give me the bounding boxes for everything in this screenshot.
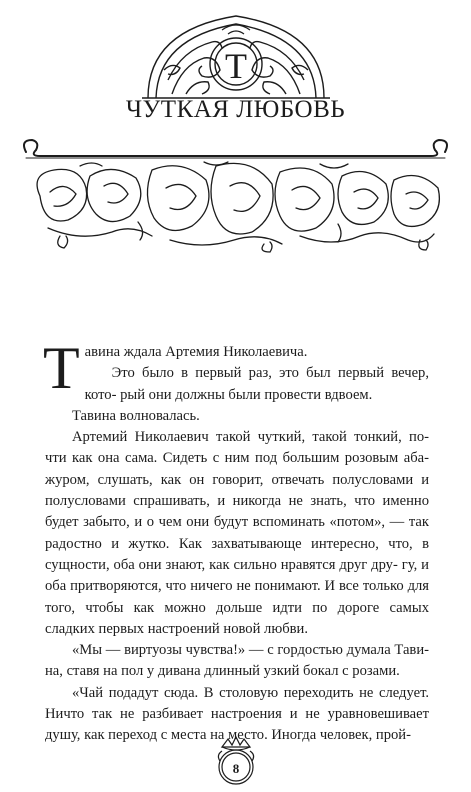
text-line: и полусловами спрашивать, и никогда не знать, что именно xyxy=(45,471,429,510)
text-line: чти как она сама. Сидеть с ним под большим розовым аба- xyxy=(45,450,429,467)
paragraph xyxy=(45,406,429,427)
monogram-crest-icon xyxy=(142,10,330,102)
drop-cap: Т xyxy=(43,335,80,401)
paragraph xyxy=(45,363,429,406)
text-line: самых сладких первых настроений новой любви. xyxy=(45,599,429,637)
floral-garland-icon xyxy=(20,136,451,254)
paragraph xyxy=(45,640,429,683)
body-text xyxy=(43,335,430,747)
text-line: «Мы — виртуозы чувства!» — с гордостью думала Тави- xyxy=(72,642,429,659)
text-line: «Чай подадут сюда. В столовую переходить не следует. xyxy=(72,684,429,701)
text-line: только для того, чтобы как можно дольше идти по дороге xyxy=(45,578,430,616)
text-line: Тавина волновалась. xyxy=(72,407,200,424)
text-line: на, ставя на пол у дивана длинный узкий бокал с розами. xyxy=(45,663,400,680)
chapter-title: ЧУТКАЯ ЛЮБОВЬ xyxy=(125,96,346,123)
text-line: так радостно и жутко. Как захватывающе интересно, что, xyxy=(45,514,429,552)
text-line: журом, слушать, как он говорит, отвечать полусловами xyxy=(45,471,414,488)
paragraph xyxy=(45,427,429,640)
page-number: 8 xyxy=(232,761,240,776)
text-line: Это было в первый раз, это был первый вечер, кото- xyxy=(84,365,429,403)
text-line: будет забыто, и о чем они будут вспоминать «потом», — xyxy=(45,514,405,531)
text-line: Ничто так не разбивает настроения и не уравновешивает xyxy=(45,706,429,723)
text-line: рый они должны были провести вдвоем. xyxy=(120,386,373,403)
text-line: душу, как переход с места на место. Иногда человек, прой- xyxy=(45,727,411,744)
text-line: авина ждала Артемия Николаевича. xyxy=(84,344,308,360)
text-line: Артемий Николаевич такой чуткий, такой тонкий, по- xyxy=(72,429,429,446)
monogram-letter: Т xyxy=(225,46,247,86)
text-line: гу, и оба притворяются, что ничего не понимают. И все xyxy=(45,556,429,595)
text-line: в сущности, оба они знают, как сильно нравятся друг дру- xyxy=(45,535,430,573)
